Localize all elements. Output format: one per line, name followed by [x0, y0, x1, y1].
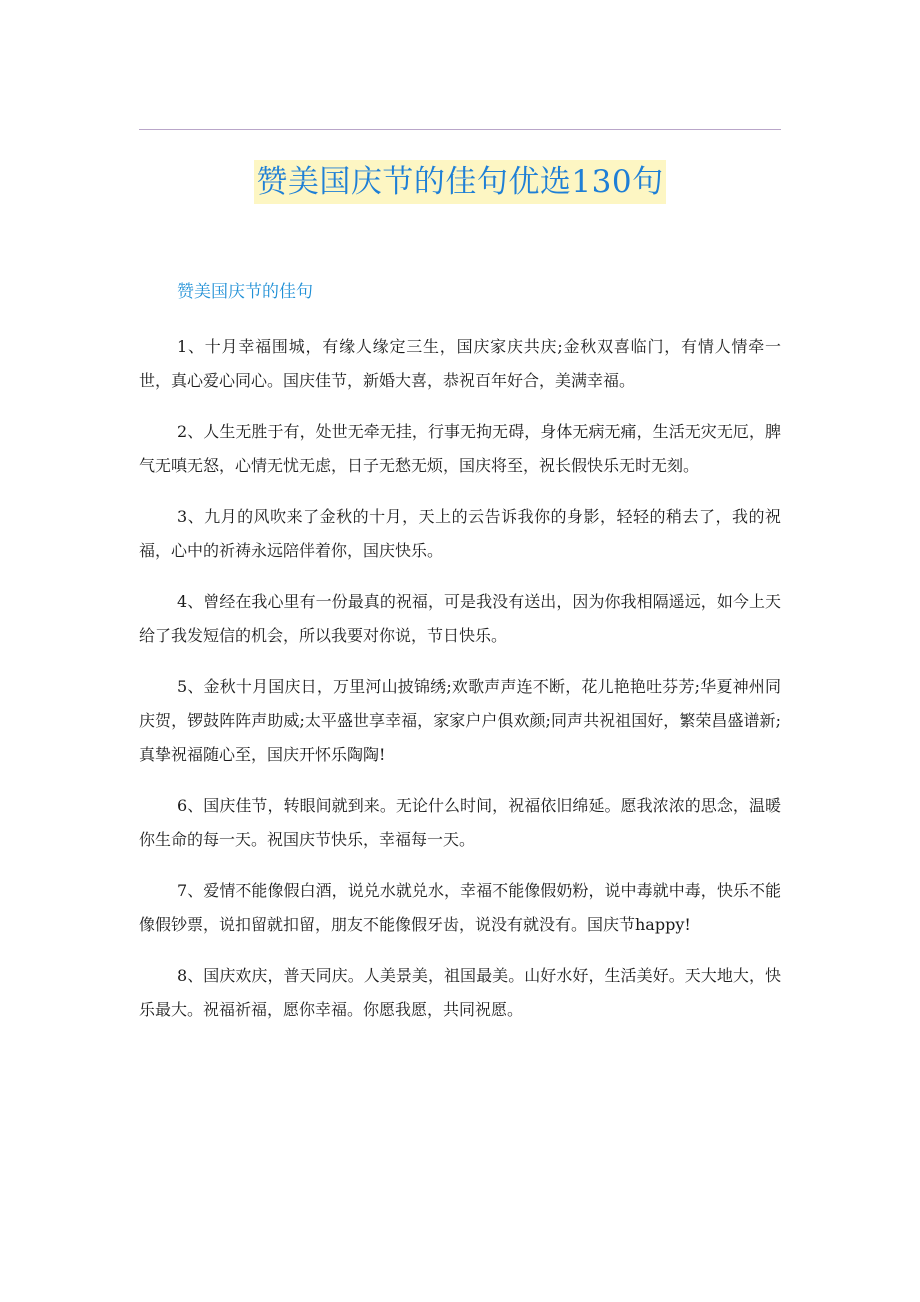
- paragraph-4: 4、曾经在我心里有一份最真的祝福，可是我没有送出，因为你我相隔遥远，如今上天给了我发短信的机会，所以我要对你说，节日快乐。: [139, 592, 781, 645]
- article-body: [139, 330, 781, 1044]
- paragraph-2: 2、人生无胜于有，处世无牵无挂，行事无拘无碍，身体无病无痛，生活无灾无厄，脾气无嗔无怒，心情无忧无虑，日子无愁无烦，国庆将至，祝长假快乐无时无刻。: [139, 422, 781, 475]
- paragraph-7: 7、爱情不能像假白酒，说兑水就兑水，幸福不能像假奶粉，说中毒就中毒，快乐不能像假钞票，说扣留就扣留，朋友不能像假牙齿，说没有就没有。国庆节happy!: [139, 881, 781, 934]
- paragraph-6: 6、国庆佳节，转眼间就到来。无论什么时间，祝福依旧绵延。愿我浓浓的思念，温暖你生命的每一天。祝国庆节快乐，幸福每一天。: [139, 796, 781, 849]
- paragraph-8: 8、国庆欢庆，普天同庆。人美景美，祖国最美。山好水好，生活美好。天大地大，快乐最大。祝福祈福，愿你幸福。你愿我愿，共同祝愿。: [139, 966, 781, 1019]
- page-title: 赞美国庆节的佳句优选130句: [254, 160, 665, 204]
- paragraph-1: 1、十月幸福围城，有缘人缘定三生，国庆家庆共庆;金秋双喜临门，有情人情牵一世，真心爱心同心。国庆佳节，新婚大喜，恭祝百年好合，美满幸福。: [139, 337, 781, 390]
- section-heading: 赞美国庆节的佳句: [177, 282, 313, 302]
- header-rule: [139, 129, 781, 130]
- paragraph-5: 5、金秋十月国庆日，万里河山披锦绣;欢歌声声连不断，花儿艳艳吐芬芳;华夏神州同庆贺，锣鼓阵阵声助威;太平盛世享幸福，家家户户俱欢颜;同声共祝祖国好，繁荣昌盛谱新;真挚祝福随心至，国庆开怀乐陶陶!: [139, 677, 781, 764]
- title-container: [0, 160, 920, 204]
- paragraph-3: 3、九月的风吹来了金秋的十月，天上的云告诉我你的身影，轻轻的稍去了，我的祝福，心中的祈祷永远陪伴着你，国庆快乐。: [139, 507, 781, 560]
